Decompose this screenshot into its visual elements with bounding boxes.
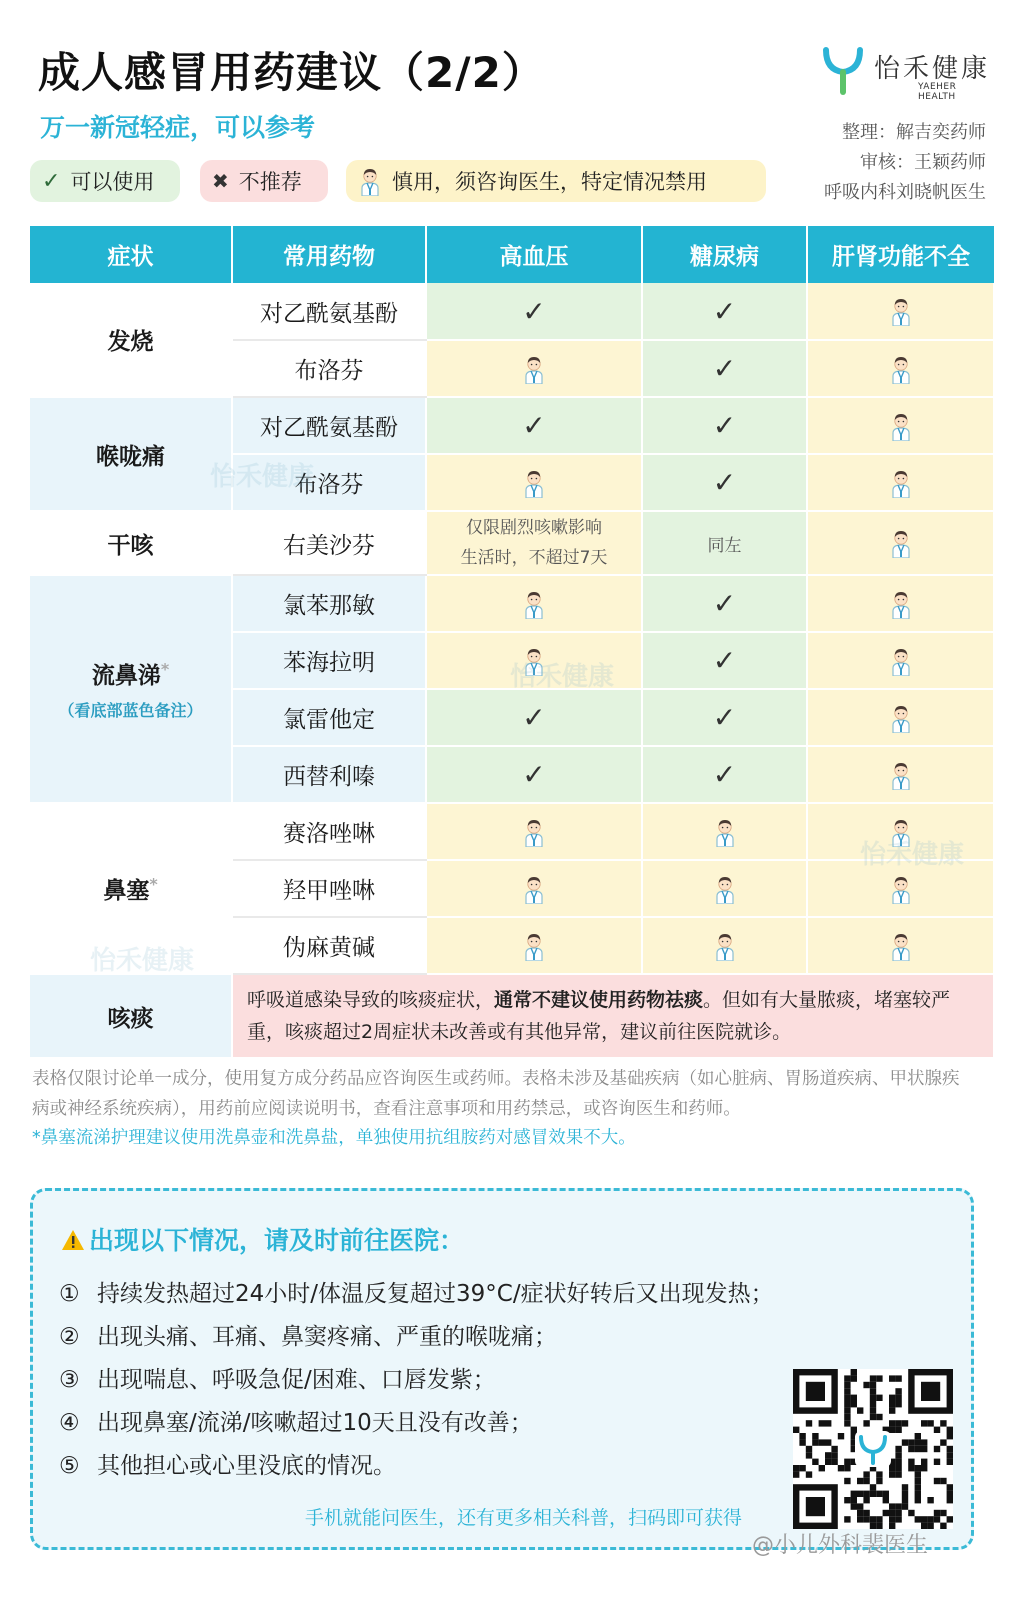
- cell-ok: [426, 397, 642, 454]
- drug-cetirizine: 西替利嗪: [232, 746, 426, 803]
- cell-caution: [807, 340, 994, 397]
- weibo-watermark: @小儿外科裴医生: [752, 1533, 929, 1558]
- list-item: [59, 1359, 774, 1402]
- symptom-runny-nose: [30, 575, 232, 803]
- cell-caution: [807, 632, 994, 689]
- check-icon: ✓: [712, 701, 737, 734]
- watermark: 怡禾健康: [210, 462, 315, 492]
- page-subtitle: 万一新冠轻症，可以参考: [40, 113, 316, 142]
- warning-title-text: 出现以下情况，请及时前往医院：: [89, 1226, 465, 1255]
- item-text: 出现头痛、耳痛、鼻窦疼痛、严重的喉咙痛；: [97, 1324, 557, 1350]
- doctor-icon: [889, 528, 913, 558]
- check-icon: ✓: [522, 758, 546, 791]
- cell-caution: [426, 917, 642, 974]
- item-num: ②: [59, 1324, 80, 1350]
- cell-ok: [426, 746, 642, 803]
- doctor-icon: [522, 874, 546, 904]
- phlegm-note: [232, 974, 994, 1058]
- cross-icon: ✖: [212, 169, 229, 193]
- drug-acetaminophen: 对乙酰氨基酚: [232, 283, 426, 340]
- check-icon: ✓: [712, 758, 737, 791]
- cell-caution: [807, 454, 994, 511]
- drug-oxymetazoline: 羟甲唑啉: [232, 860, 426, 917]
- check-icon: ✓: [712, 409, 737, 442]
- cell-caution: [426, 575, 642, 632]
- legend-no-label: 不推荐: [238, 170, 302, 194]
- runny-nose-note: （看底部蓝色备注）: [58, 701, 203, 720]
- legend-ok: [30, 160, 180, 202]
- header-liver-kidney: 肝肾功能不全: [807, 226, 994, 283]
- item-num: ⑤: [59, 1453, 80, 1479]
- phlegm-note-bold: 通常不建议使用药物祛痰: [494, 989, 704, 1011]
- qr-caption: 手机就能问医生，还有更多相关科普，扫码即可获得: [305, 1507, 743, 1529]
- drug-ibuprofen: 布洛芬: [232, 340, 426, 397]
- doctor-icon: [522, 354, 546, 384]
- doctor-icon: [713, 874, 737, 904]
- doctor-icon: [889, 931, 913, 961]
- header-drug: 常用药物: [232, 226, 426, 283]
- note-line-1: 仅限剧烈咳嗽影响: [466, 518, 602, 538]
- asterisk: *: [149, 874, 158, 894]
- doctor-icon: [889, 646, 913, 676]
- item-num: ③: [59, 1367, 80, 1393]
- watermark: 怡禾健康: [510, 662, 615, 692]
- list-item: [59, 1273, 774, 1316]
- qr-code-icon: [793, 1369, 953, 1529]
- cell-caution: [642, 803, 807, 860]
- credit-doctor: 呼吸内科刘晓帆医生: [824, 182, 986, 203]
- watermark: 怡禾健康: [90, 946, 195, 976]
- cell-caution: [807, 746, 994, 803]
- cell-ok: [642, 575, 807, 632]
- cell-ok: [642, 397, 807, 454]
- doctor-icon: [889, 411, 913, 441]
- symptom-phlegm: 咳痰: [30, 974, 232, 1058]
- blue-footnote: *鼻塞流涕护理建议使用洗鼻壶和洗鼻盐，单独使用抗组胺药对感冒效果不大。: [32, 1128, 636, 1148]
- doctor-icon: [522, 589, 546, 619]
- check-icon: ✓: [712, 294, 737, 328]
- yaeher-logo-icon: [822, 44, 864, 96]
- warning-box: [30, 1188, 974, 1550]
- check-icon: ✓: [712, 352, 737, 385]
- symptom-runny-nose-label: 流鼻涕: [91, 663, 161, 689]
- list-item: [59, 1316, 774, 1359]
- check-icon: ✓: [522, 294, 546, 328]
- cell-caution: [426, 803, 642, 860]
- cell-ok: [642, 746, 807, 803]
- doctor-icon: [522, 931, 546, 961]
- cell-caution: [426, 340, 642, 397]
- cell-caution: [807, 689, 994, 746]
- table-footnote: 表格仅限讨论单一成分，使用复方成分药品应咨询医生或药师。表格未涉及基础疾病（如心脏病、胃肠道疾病、甲状腺疾病或神经系统疾病），用药前应阅读说明书，查看注意事项和用药禁忌，或咨询医生和药师。: [32, 1069, 960, 1119]
- note-line-2: 生活时，不超过7天: [460, 548, 608, 568]
- table-row: [30, 283, 994, 340]
- list-item: [59, 1445, 774, 1488]
- cell-caution: [642, 860, 807, 917]
- check-icon: ✓: [522, 701, 546, 734]
- doctor-icon: [889, 589, 913, 619]
- legend-caution: [346, 160, 766, 202]
- item-text: 其他担心或心里没底的情况。: [97, 1453, 396, 1479]
- brand-name: 怡禾健康: [874, 54, 991, 84]
- cell-caution: [642, 917, 807, 974]
- brand-logo: [822, 42, 992, 102]
- doctor-icon: [889, 354, 913, 384]
- doctor-icon: [889, 760, 913, 790]
- cell-caution: [426, 860, 642, 917]
- doctor-icon: [522, 817, 546, 847]
- phlegm-note-c: 。但如有大量脓痰，堵塞较严重，咳痰超过2周症状未改善或有其他异常，建议前往医院就诊。: [247, 989, 951, 1043]
- drug-ibuprofen: 布洛芬: [232, 454, 426, 511]
- cell-caution: [426, 454, 642, 511]
- brand-en: YAEHER HEALTH: [918, 82, 957, 102]
- phlegm-note-a: 呼吸道感染导致的咳痰症状，: [247, 989, 495, 1011]
- cell-ok: [426, 689, 642, 746]
- symptom-stuffy-nose-label: 鼻塞: [103, 878, 150, 904]
- asterisk: *: [160, 659, 170, 679]
- warning-icon: [61, 1229, 85, 1251]
- check-icon: ✓: [712, 644, 737, 677]
- legend-ok-label: 可以使用: [70, 170, 155, 194]
- check-icon: ✓: [712, 466, 737, 499]
- doctor-icon: [522, 468, 546, 498]
- warning-list: [59, 1273, 774, 1488]
- doctor-icon: [358, 166, 382, 196]
- legend-caution-label: 慎用，须咨询医生，特定情况禁用: [392, 170, 707, 194]
- cell-caution: [807, 511, 994, 575]
- drug-chlorphenamine: 氯苯那敏: [232, 575, 426, 632]
- header-diabetes: 糖尿病: [642, 226, 807, 283]
- symptom-fever: 发烧: [30, 283, 232, 397]
- cell-caution: [807, 575, 994, 632]
- cell-ok: [426, 283, 642, 340]
- doctor-icon: [889, 468, 913, 498]
- table-row: [30, 575, 994, 632]
- table-header-row: [30, 226, 994, 283]
- symptom-dry-cough: 干咳: [30, 511, 232, 575]
- drug-xylometazoline: 赛洛唑啉: [232, 803, 426, 860]
- qr-code[interactable]: [793, 1369, 953, 1533]
- medication-table: [30, 226, 995, 1059]
- header-hypertension: 高血压: [426, 226, 642, 283]
- check-icon: ✓: [522, 409, 546, 442]
- drug-diphenhydramine: 苯海拉明: [232, 632, 426, 689]
- check-icon: ✓: [42, 168, 61, 194]
- cell-ok: [642, 340, 807, 397]
- doctor-icon: [889, 703, 913, 733]
- credit-compiler: 整理：解吉奕药师: [842, 122, 986, 143]
- legend-no: [200, 160, 328, 202]
- cell-dxm-diabetes-note: 同左: [642, 511, 807, 575]
- credits: [824, 118, 986, 208]
- drug-loratadine: 氯雷他定: [232, 689, 426, 746]
- cell-ok: [642, 632, 807, 689]
- doctor-icon: [713, 817, 737, 847]
- credit-reviewer: 审核：王颖药师: [860, 152, 986, 173]
- doctor-icon: [889, 874, 913, 904]
- warning-title: [61, 1221, 464, 1257]
- symptom-sore-throat: 喉咙痛: [30, 397, 232, 511]
- item-text: 出现喘息、呼吸急促/困难、口唇发紫；: [97, 1367, 496, 1393]
- drug-acetaminophen: 对乙酰氨基酚: [232, 397, 426, 454]
- table-row: [30, 974, 994, 1058]
- drug-pseudoephedrine: 伪麻黄碱: [232, 917, 426, 974]
- item-num: ④: [59, 1410, 80, 1436]
- cell-dxm-hypertension-note: [426, 511, 642, 575]
- doctor-icon: [889, 296, 913, 326]
- item-text: 出现鼻塞/流涕/咳嗽超过10天且没有改善；: [97, 1410, 533, 1436]
- item-text: 持续发热超过24小时/体温反复超过39°C/症状好转后又出现发热；: [97, 1281, 774, 1307]
- table-row: [30, 803, 994, 860]
- check-icon: ✓: [712, 587, 737, 620]
- cell-caution: [807, 397, 994, 454]
- watermark: 怡禾健康: [860, 840, 965, 870]
- cell-ok: [642, 454, 807, 511]
- doctor-icon: [713, 931, 737, 961]
- table-row: [30, 511, 994, 575]
- item-num: ①: [59, 1281, 80, 1307]
- cell-caution: [807, 917, 994, 974]
- cell-ok: [642, 283, 807, 340]
- table-row: [30, 397, 994, 454]
- page-title: 成人感冒用药建议（2/2）: [38, 48, 545, 97]
- header-symptom: 症状: [30, 226, 232, 283]
- cell-ok: [642, 689, 807, 746]
- list-item: [59, 1402, 774, 1445]
- drug-dextromethorphan: 右美沙芬: [232, 511, 426, 575]
- cell-caution: [807, 283, 994, 340]
